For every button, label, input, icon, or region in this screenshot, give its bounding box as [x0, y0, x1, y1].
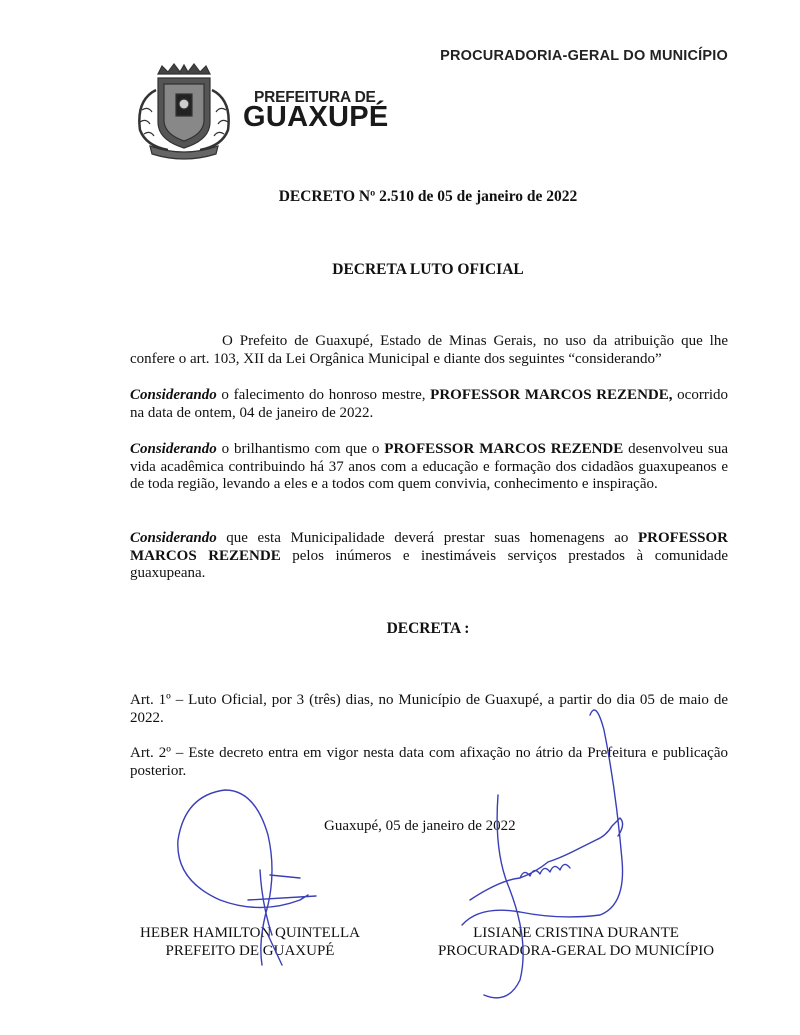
decreta-heading: DECRETA :	[386, 620, 470, 637]
considerando-text: desenvolveu sua vida acadêmica contribuindo há 37 anos com a educação e formação dos cidadãos guaxupeanos e de toda região, levando a eles e a todos com quem convivia, conhecimento e inspiração.	[130, 441, 728, 492]
signature-block-right	[426, 924, 726, 960]
considerando-2	[130, 441, 728, 494]
preamble: O Prefeito de Guaxupé, Estado de Minas Gerais, no uso da atribuição que lhe confere o art. 103, XII da Lei Orgânica Municipal e diante dos seguintes “considerando”	[130, 333, 728, 367]
signer-role: PROCURADORA-GERAL DO MUNICÍPIO	[437, 943, 715, 959]
considerando-1	[130, 387, 728, 422]
signer-role: PREFEITO DE GUAXUPÉ	[165, 943, 335, 959]
decree-subject: DECRETA LUTO OFICIAL	[332, 261, 524, 278]
considerando-text: o brilhantismo com que o	[216, 441, 385, 457]
honoree-name: PROFESSOR MARCOS REZENDE,	[430, 387, 673, 403]
considerando-text: que esta Municipalidade deverá prestar suas homenagens ao	[216, 530, 638, 546]
signer-name: HEBER HAMILTON QUINTELLA	[140, 925, 360, 941]
considerando-text: ocorrido na data de ontem, 04 de janeiro de 2022.	[130, 387, 728, 421]
signer-name: LISIANE CRISTINA DURANTE	[473, 925, 679, 941]
considerando-lead: Considerando	[130, 441, 217, 457]
org-name-line2: GUAXUPÉ	[243, 101, 389, 133]
article-1: Art. 1º – Luto Oficial, por 3 (três) dias, no Município de Guaxupé, a partir do dia 05 de maio de 2022.	[130, 692, 728, 726]
considerando-lead: Considerando	[130, 387, 217, 403]
considerando-lead: Considerando	[130, 530, 217, 546]
municipal-crest-icon	[128, 60, 240, 160]
article-2: Art. 2º – Este decreto entra em vigor nesta data com afixação no átrio da Prefeitura e publicação posterior.	[130, 745, 728, 779]
considerando-3	[130, 530, 728, 583]
department-header: PROCURADORIA-GERAL DO MUNICÍPIO	[440, 48, 728, 64]
considerando-text: pelos inúmeros e inestimáveis serviços prestados à comunidade guaxupeana.	[130, 547, 728, 581]
honoree-name: PROFESSOR MARCOS REZENDE	[384, 441, 624, 457]
honoree-name: PROFESSOR MARCOS REZENDE	[130, 530, 728, 564]
signature-block-left	[132, 924, 368, 960]
place-date: Guaxupé, 05 de janeiro de 2022	[324, 818, 516, 834]
decree-title: DECRETO Nº 2.510 de 05 de janeiro de 2022	[278, 188, 578, 205]
org-name-line1: PREFEITURA DE	[254, 89, 376, 106]
considerando-text: o falecimento do honroso mestre,	[216, 387, 431, 403]
